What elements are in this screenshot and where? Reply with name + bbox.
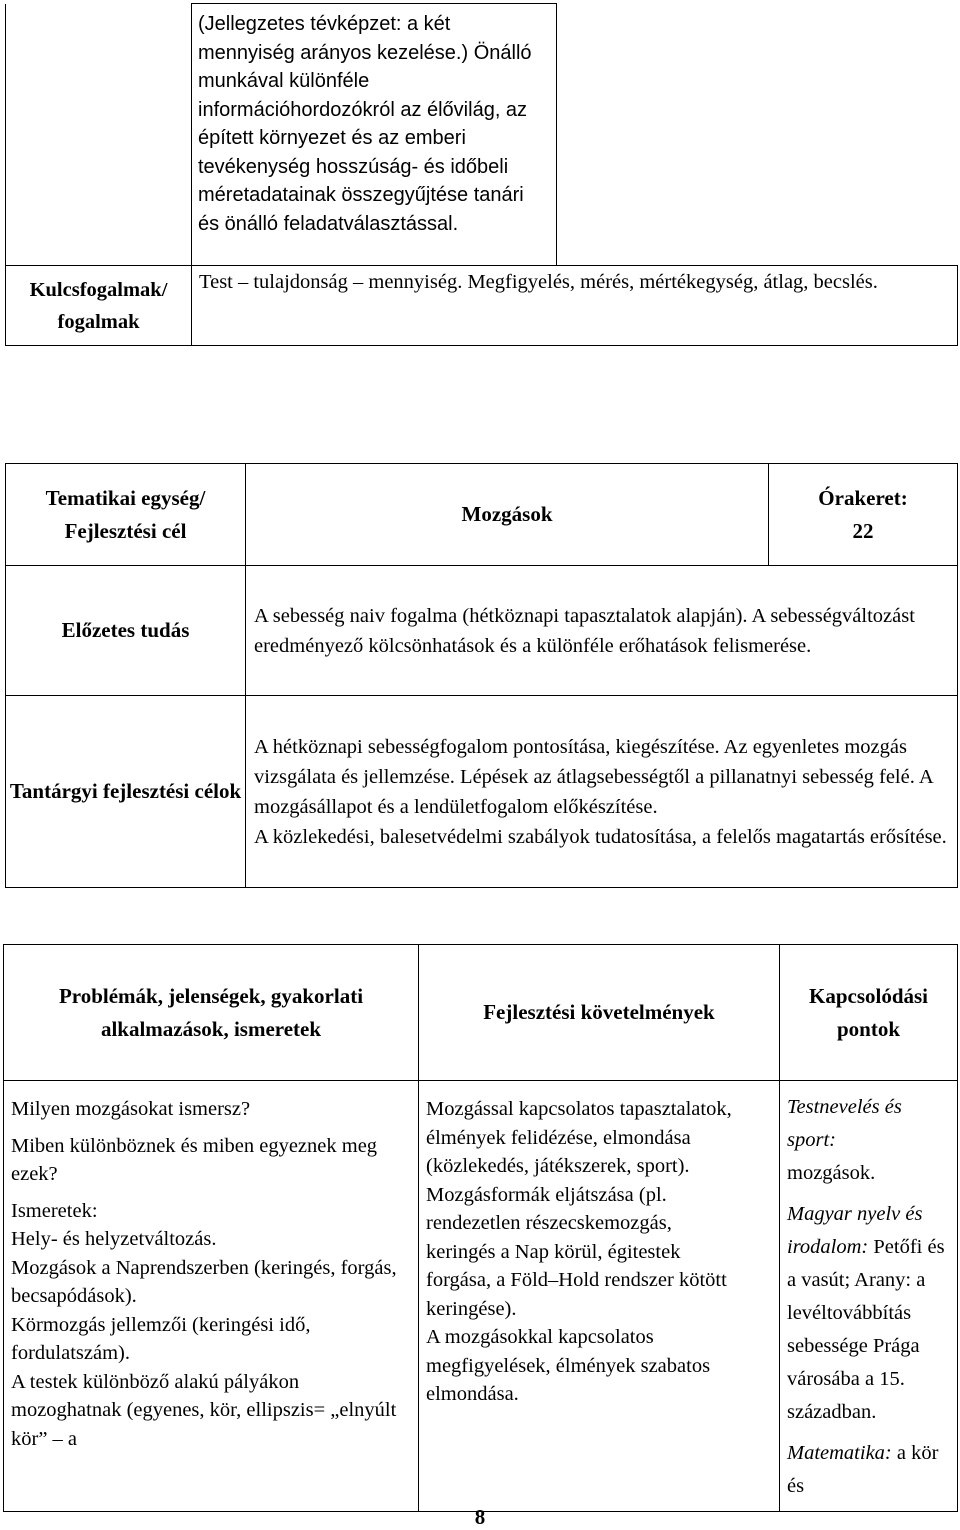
ismeretek-label: Ismeretek: [11,1199,98,1222]
hours-value: 22 [852,518,874,543]
topic-table [5,463,958,888]
empty-cell-right [557,4,958,266]
hours-cell [769,464,958,566]
keyword-label: Kulcsfogalmak/ fogalmak [6,266,192,346]
connection-pe-text: mozgások. [787,1162,876,1184]
connection-math-subject: Matematika: [787,1442,892,1464]
connection-lit [787,1198,945,1429]
requirement-1: Mozgással kapcsolatos tapasztalatok, élmények felidézése, elmondása (közlekedés, játékszerek, sport). [426,1098,732,1177]
empty-cell [6,4,192,266]
connection-lit-text: Petőfi és a vasút; Arany: a levéltovábbítás sebessége Prága városába a 15. században. [787,1236,945,1423]
question-2: Miben különböznek és miben egyeznek meg ezek? [11,1134,378,1185]
header-connections: Kapcsolódási pontok [780,945,958,1081]
question-1: Milyen mozgásokat ismersz? [11,1098,251,1120]
knowledge-4: A testek különböző alakú pályákon mozoghatnak (egyenes, kör, ellipszis= „elnyúlt kör” – a [11,1370,397,1450]
problems-cell [4,1081,419,1512]
connections-cell [780,1081,958,1512]
table-continuation [5,3,958,346]
connection-pe-subject: Testnevelés és sport: [787,1096,902,1151]
requirement-2: Mozgásformák eljátszása (pl. rendezetlen részecskemozgás, keringés a Nap körül, égitestek forgása, a Föld–Hold rendszer kötött keringése). [426,1183,727,1320]
knowledge-2: Mozgások a Naprendszerben (keringés, forgás, becsapódások). [11,1256,397,1307]
requirements-table [3,944,958,1512]
header-problems: Problémák, jelenségek, gyakorlati alkalmazások, ismeretek [4,945,419,1081]
prior-label: Előzetes tudás [6,566,246,696]
connection-lit-subject: Magyar nyelv és irodalom: [787,1203,923,1258]
goals-text-2: A közlekedési, balesetvédelmi szabályok tudatosítása, a felelős magatartás erősítése. [254,825,947,848]
page-number: 8 [474,1505,486,1529]
top-text: (Jellegzetes tévképzet: a két mennyiség arányos kezelése.) Önálló munkával különféle információhordozókról az élővilág, az épített környezet és az emberi tevékenység hosszúság- és időbeli méretadatainak összegyűjtése tanári és önálló feladatválasztással. [198,13,532,235]
prior-text: A sebesség naiv fogalma (hétköznapi tapasztalatok alapján). A sebességváltozást eredményező kölcsönhatások és a különféle erőhatások felismerése. [246,566,958,696]
theme-title: Mozgások [246,464,769,566]
header-requirements: Fejlesztési követelmények [419,945,780,1081]
keyword-text: Test – tulajdonság – mennyiség. Megfigyelés, mérés, mértékegység, átlag, becslés. [192,266,958,346]
hours-label: Órakeret: [818,485,908,510]
requirements-cell [419,1081,780,1512]
connection-pe [787,1091,945,1190]
top-text-cell [192,4,557,266]
connection-math-text: a kör és [787,1442,939,1497]
connection-math [787,1437,945,1503]
theme-label: Tematikai egység/ Fejlesztési cél [6,464,246,566]
knowledge-1: Hely- és helyzetváltozás. [11,1228,217,1250]
goals-text-1: A hétköznapi sebességfogalom pontosítása, kiegészítése. Az egyenletes mozgás vizsgálata és jellemzése. Lépések az átlagsebességtől a pillanatnyi sebesség felé. A mozgásállapot és a lendületfogalom előkészítése. [254,735,933,818]
knowledge-3: Körmozgás jellemzői (keringési idő, fordulatszám). [11,1313,311,1364]
goals-label: Tantárgyi fejlesztési célok [6,696,246,888]
goals-cell [246,696,958,888]
requirement-3: A mozgásokkal kapcsolatos megfigyelések, élmények szabatos elmondása. [426,1326,711,1405]
